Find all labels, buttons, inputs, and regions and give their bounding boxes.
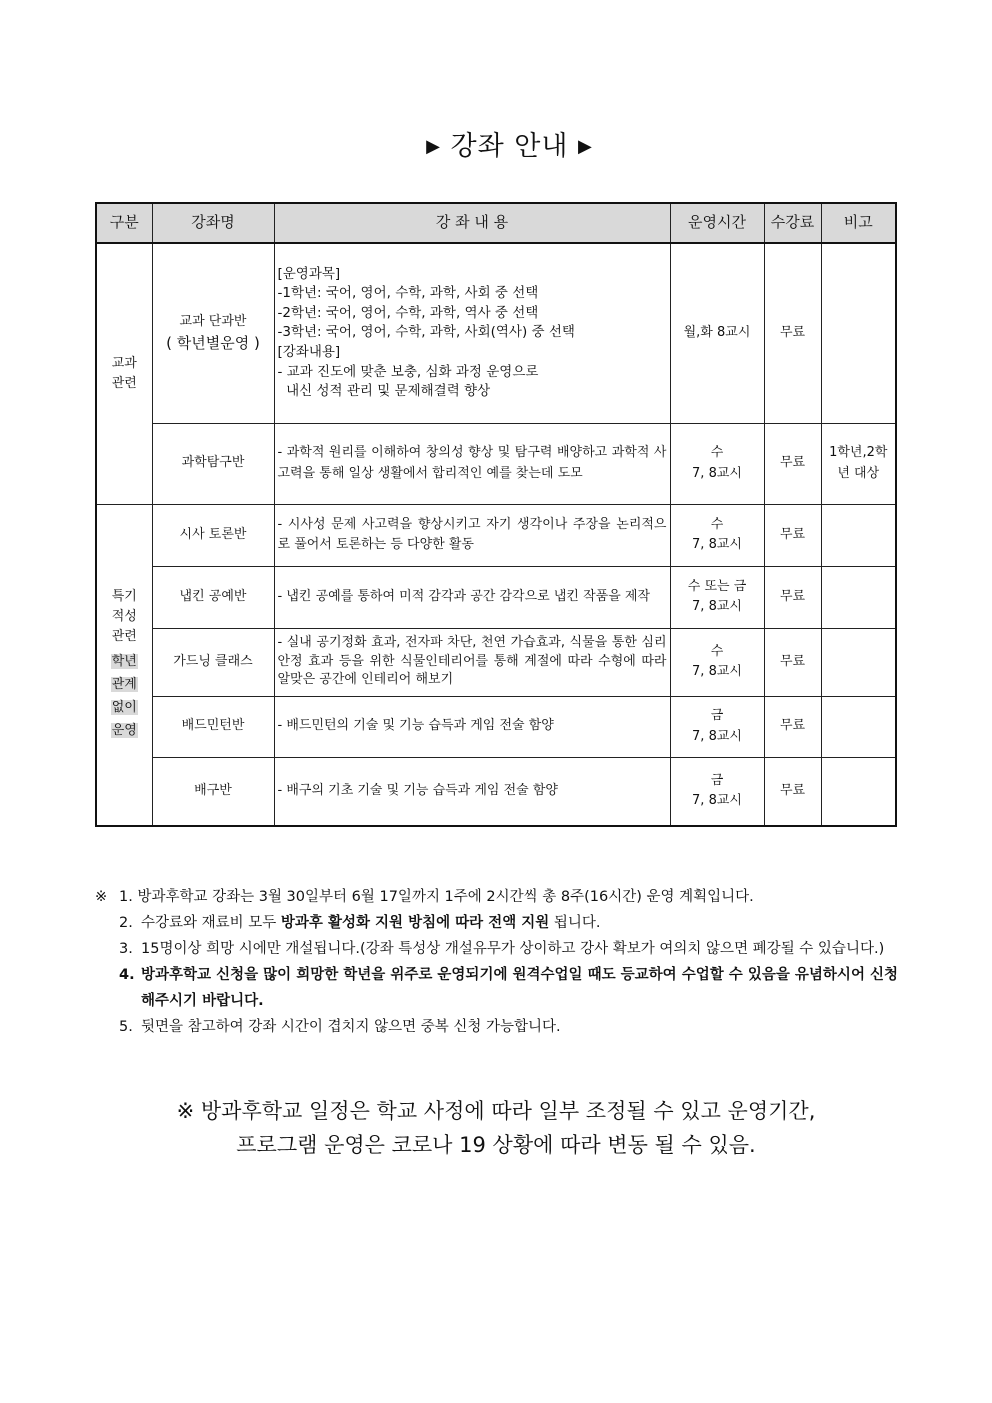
course-content: - 배구의 기초 기술 및 기능 습득과 게임 전술 함양 (274, 757, 670, 826)
category-subject (96, 243, 152, 504)
category-highlight: 없이 (111, 699, 137, 715)
footer-line: ※ 방과후학교 일정은 학교 사정에 따라 일부 조정될 수 있고 운영기간, (176, 1099, 816, 1123)
header-note: 비고 (821, 203, 896, 243)
course-time (670, 628, 764, 696)
category-special-label: 특기 (111, 589, 137, 605)
course-period: 7, 8교시 (692, 599, 742, 614)
note-text: 수강료와 재료비 모두 (141, 915, 281, 931)
course-time (670, 504, 764, 566)
course-time (670, 757, 764, 826)
category-highlight: 관계 (111, 677, 137, 693)
course-day: 수 (710, 643, 724, 659)
category-subject-label: 교과 관련 (111, 355, 137, 391)
header-fee: 수강료 (764, 203, 821, 243)
course-day: 수 (710, 445, 724, 461)
note-item (95, 962, 901, 1014)
note-item (95, 1014, 901, 1040)
content-line: -3학년: 국어, 영어, 수학, 과학, 사회(역사) 중 선택 (277, 324, 575, 341)
course-period: 7, 8교시 (692, 728, 742, 744)
course-note (821, 757, 896, 826)
course-note (821, 696, 896, 757)
category-special-label: 적성 (111, 609, 137, 625)
course-period: 7, 8교시 (692, 664, 742, 679)
course-name: 냅킨 공예반 (152, 566, 274, 628)
course-day: 금 (710, 708, 724, 724)
footer-line: 프로그램 운영은 코로나 19 상황에 따라 변동 될 수 있음. (236, 1133, 756, 1157)
note-item (95, 884, 901, 910)
note-number: 3. (119, 941, 133, 957)
category-highlight: 학년 (111, 654, 137, 670)
note-item (95, 910, 901, 936)
course-day: 수 (710, 516, 724, 532)
note-emphasis: 방과후학교 신청을 많이 희망한 학년을 위주로 운영되기에 원격수업일 때도 등교하여 수업할 수 있음을 유념하시어 신청해주시기 바랍니다. (141, 967, 899, 1009)
note-text: 뒷면을 참고하여 강좌 시간이 겹치지 않으면 중복 신청 가능합니다. (141, 1019, 561, 1035)
header-course-content: 강 좌 내 용 (274, 203, 670, 243)
reference-mark-icon: ※ (95, 889, 108, 905)
course-fee: 무료 (764, 757, 821, 826)
table-header-row (96, 203, 896, 243)
course-name: 가드닝 클래스 (152, 628, 274, 696)
table-row (96, 628, 896, 696)
course-note (821, 566, 896, 628)
course-content: - 냅킨 공예를 통하여 미적 감각과 공간 감각으로 냅킨 작품을 제작 (274, 566, 670, 628)
course-name: 교과 단과반 (179, 313, 247, 329)
course-period: 7, 8교시 (692, 793, 742, 809)
course-name: 과학탐구반 (152, 423, 274, 504)
course-note (821, 628, 896, 696)
header-course-name: 강좌명 (152, 203, 274, 243)
course-name: 시사 토론반 (152, 504, 274, 566)
table-row (96, 423, 896, 504)
note-item (95, 936, 901, 962)
course-name-cell (152, 243, 274, 423)
category-special-label: 관련 (111, 629, 137, 645)
course-day: 금 (710, 773, 724, 789)
table-row (96, 243, 896, 423)
note-text: 됩니다. (549, 915, 601, 931)
course-fee: 무료 (764, 696, 821, 757)
table-row (96, 566, 896, 628)
course-fee: 무료 (764, 423, 821, 504)
note-emphasis: 방과후 활성화 지원 방침에 따라 전액 지원 (280, 915, 550, 931)
course-content: - 과학적 원리를 이해하여 창의성 향상 및 탐구력 배양하고 과학적 사고력을 통해 일상 생활에서 합리적인 예를 찾는데 도모 (274, 423, 670, 504)
course-period: 7, 8교시 (692, 465, 742, 481)
content-line: [운영과목] (277, 265, 341, 282)
category-highlight: 운영 (111, 722, 137, 738)
course-content: - 실내 공기정화 효과, 전자파 차단, 천연 가습효과, 식물을 통한 심리안정 효과 등을 위한 식물인테리어를 통해 계절에 따라 수형에 따라 알맞은 공간에 인테리어 해보기 (274, 628, 670, 696)
table-row (96, 504, 896, 566)
content-line: [강좌내용] (277, 344, 341, 361)
content-line: -1학년: 국어, 영어, 수학, 과학, 사회 중 선택 (277, 285, 539, 302)
course-fee: 무료 (764, 566, 821, 628)
course-note (821, 243, 896, 423)
notes-list (95, 884, 901, 1040)
table-row (96, 696, 896, 757)
content-line: -2학년: 국어, 영어, 수학, 과학, 역사 중 선택 (277, 304, 539, 321)
course-fee: 무료 (764, 243, 821, 423)
course-day: 수 또는 금 (687, 578, 747, 594)
course-fee: 무료 (764, 628, 821, 696)
note-text: 1. 방과후학교 강좌는 3월 30일부터 6월 17일까지 1주에 2시간씩 총 8주(16시간) 운영 계획입니다. (119, 889, 754, 905)
header-category: 구분 (96, 203, 152, 243)
course-period: 7, 8교시 (692, 537, 742, 552)
course-note: 1학년,2학년 대상 (821, 423, 896, 504)
content-line: - 교과 진도에 맞춘 보충, 심화 과정 운영으로 (277, 363, 539, 380)
course-note (821, 504, 896, 566)
course-time (670, 696, 764, 757)
course-name-sub: ( 학년별운영 ) (166, 333, 260, 352)
note-number: 5. (119, 1019, 133, 1035)
course-content: - 배드민턴의 기술 및 기능 습득과 게임 전술 함양 (274, 696, 670, 757)
course-content: - 시사성 문제 사고력을 향상시키고 자기 생각이나 주장을 논리적으로 풀어서 토론하는 등 다양한 활동 (274, 504, 670, 566)
course-time (670, 423, 764, 504)
triangle-right-icon: ▶ (578, 136, 593, 157)
course-name: 배구반 (152, 757, 274, 826)
triangle-right-icon: ▶ (426, 136, 441, 157)
course-fee: 무료 (764, 504, 821, 566)
note-text: 15명이상 희망 시에만 개설됩니다.(강좌 특성상 개설유무가 상이하고 강사 확보가 여의치 않으면 폐강될 수 있습니다.) (141, 941, 885, 957)
table-row (96, 757, 896, 826)
content-line: 내신 성적 관리 및 문제해결력 향상 (277, 383, 491, 400)
course-table (95, 202, 897, 827)
note-number: 4. (119, 967, 135, 983)
course-content (274, 243, 670, 423)
title-text: 강좌 안내 (450, 131, 569, 162)
note-number: 2. (119, 915, 133, 931)
footer-notice (0, 1094, 992, 1162)
course-time (670, 566, 764, 628)
course-time: 월,화 8교시 (670, 243, 764, 423)
category-special (96, 504, 152, 826)
course-name: 배드민턴반 (152, 696, 274, 757)
page-title (0, 124, 992, 163)
header-time: 운영시간 (670, 203, 764, 243)
